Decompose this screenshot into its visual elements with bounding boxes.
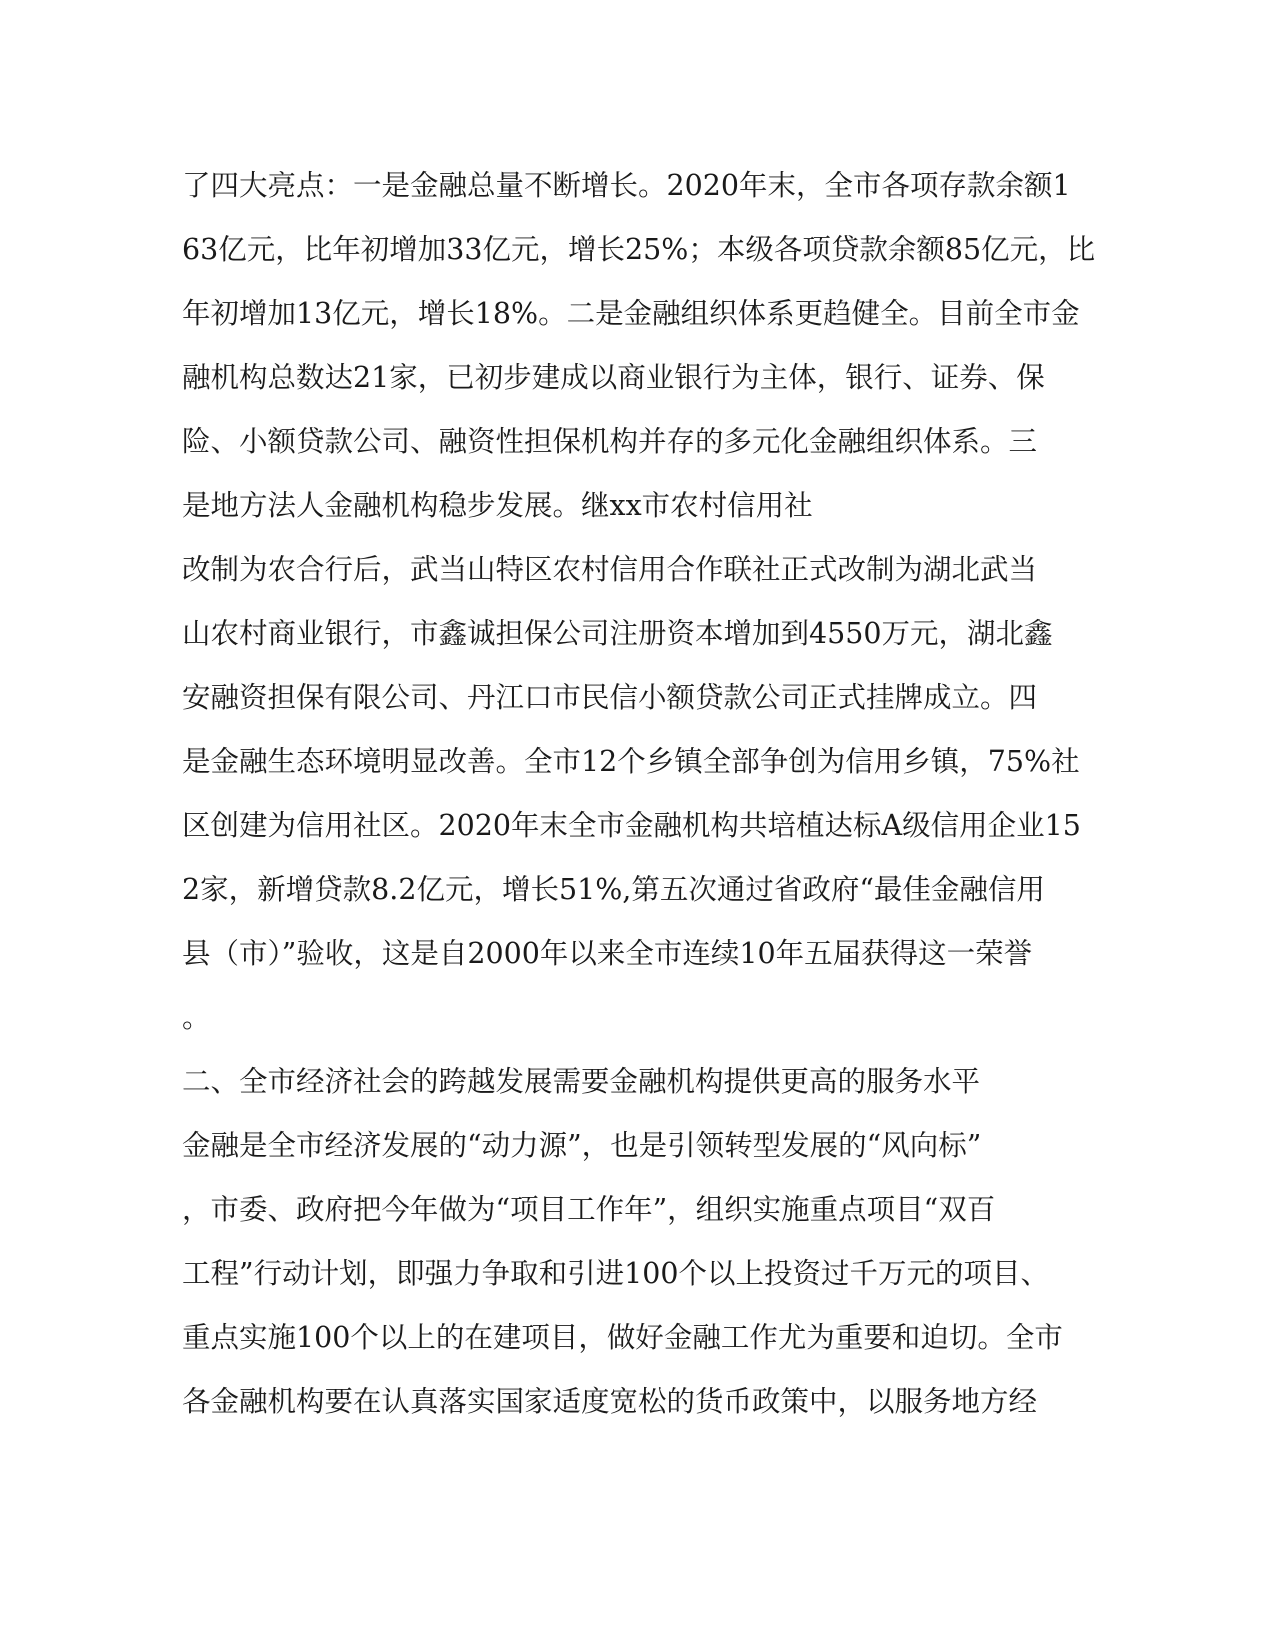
section-heading: 二、全市经济社会的跨越发展需要金融机构提供更高的服务水平 [182,1065,981,1098]
text-line: 各金融机构要在认真落实国家适度宽松的货币政策中，以服务地方经 [182,1385,1038,1418]
text-line: 63亿元，比年初增加33亿元，增长25%；本级各项贷款余额85亿元，比 [182,233,1096,266]
text-line: 险、小额贷款公司、融资性担保机构并存的多元化金融组织体系。三 [182,425,1038,458]
text-line: 工程”行动计划，即强力争取和引进100个以上投资过千万元的项目、 [182,1257,1049,1290]
text-line: 改制为农合行后，武当山特区农村信用合作联社正式改制为湖北武当 [182,553,1038,586]
text-line: ，市委、政府把今年做为“项目工作年”，组织实施重点项目“双百 [182,1193,996,1226]
text-line: 是金融生态环境明显改善。全市12个乡镇全部争创为信用乡镇，75%社 [182,745,1080,778]
text-line: 金融是全市经济发展的“动力源”，也是引领转型发展的“风向标” [182,1129,982,1162]
text-line: 区创建为信用社区。2020年末全市金融机构共培植达标A级信用企业15 [182,809,1081,842]
text-line: 2家，新增贷款8.2亿元，增长51%,第五次通过省政府“最佳金融信用 [182,873,1045,906]
text-line: 融机构总数达21家，已初步建成以商业银行为主体，银行、证券、保 [182,361,1045,394]
text-line: 是地方法人金融机构稳步发展。继xx市农村信用社 [182,489,813,522]
text-line: 年初增加13亿元，增长18%。二是金融组织体系更趋健全。目前全市金 [182,297,1080,330]
text-line: 县（市）”验收，这是自2000年以来全市连续10年五届获得这一荣誉 [182,937,1033,970]
text-line: 安融资担保有限公司、丹江口市民信小额贷款公司正式挂牌成立。四 [182,681,1038,714]
body-text [182,154,1096,1434]
text-line: 了四大亮点：一是金融总量不断增长。2020年末，全市各项存款余额1 [182,169,1071,202]
text-line: 山农村商业银行，市鑫诚担保公司注册资本增加到4550万元，湖北鑫 [182,617,1053,650]
text-line: 。 [182,1001,211,1034]
text-line: 重点实施100个以上的在建项目，做好金融工作尤为重要和迫切。全市 [182,1321,1063,1354]
